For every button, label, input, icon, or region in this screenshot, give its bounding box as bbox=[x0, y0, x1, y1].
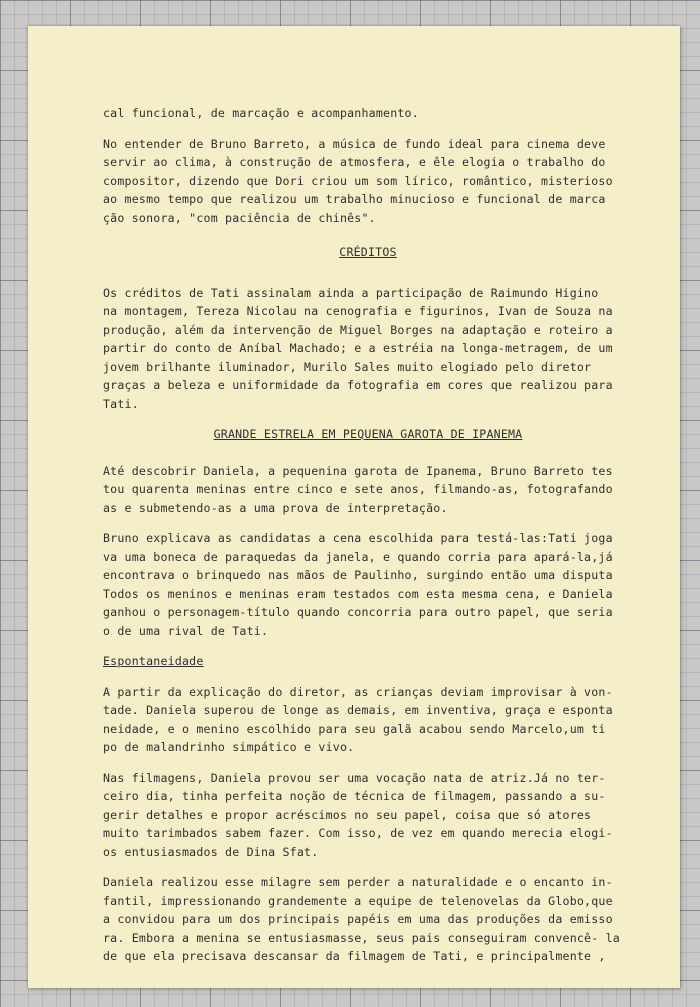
text-line: A partir da explicação do diretor, as crianças deviam improvisar à von- bbox=[103, 684, 613, 699]
text-line: jovem brilhante iluminador, Murilo Sales muito elogiado pelo diretor bbox=[103, 359, 592, 374]
text-line: Os créditos de Tati assinalam ainda a participação de Raimundo Higino bbox=[103, 285, 599, 300]
page-body bbox=[103, 104, 633, 978]
text-line: cal funcional, de marcação e acompanhamento. bbox=[103, 106, 419, 120]
text-line: de que ela precisava descansar da filmagem de Tati, e principalmente , bbox=[103, 949, 606, 963]
text-line: Tati. bbox=[103, 396, 139, 411]
text-line: tade. Daniela superou de longe as demais, em inventiva, graça e esponta bbox=[103, 703, 613, 717]
paragraph-8 bbox=[103, 873, 633, 966]
text-line: va uma boneca de paraquedas da janela, e quando corria para apará-la,já bbox=[103, 549, 613, 564]
text-line: servir ao clima, à construção de atmosfera, e êle elogia o trabalho do bbox=[103, 155, 606, 169]
text-line: gerir detalhes e propor acréscimos no seu papel, coisa que só atores bbox=[103, 807, 592, 822]
text-line: ganhou o personagem-título quando concorria para outro papel, que seria bbox=[103, 605, 613, 619]
paragraph-7 bbox=[103, 769, 633, 862]
heading-grande-estrela: GRANDE ESTRELA EM PEQUENA GAROTA DE IPANEMA bbox=[213, 427, 523, 441]
subheading-espontaneidade: Espontaneidade bbox=[103, 654, 204, 668]
text-line: ra. Embora a menina se entusiasmasse, seus pais conseguiram convencê- la bbox=[103, 930, 620, 945]
heading-creditos: CRÉDITOS bbox=[339, 245, 397, 259]
paragraph-1 bbox=[103, 104, 633, 123]
text-line: a convidou para um dos principais papéis em uma das produções da emisso bbox=[103, 912, 613, 926]
text-line: os entusiasmados de Dina Sfat. bbox=[103, 844, 319, 859]
text-line: tou quarenta meninas entre cinco e sete anos, filmando-as, fotografando bbox=[103, 482, 613, 496]
text-line: neidade, e o menino escolhido para seu galã acabou sendo Marcelo,um ti bbox=[103, 721, 606, 736]
text-line: compositor, dizendo que Dori criou um som lírico, romântico, misterioso bbox=[103, 173, 613, 188]
text-line: Bruno explicava as candidatas a cena escolhida para testá-las:Tati joga bbox=[103, 531, 613, 545]
paragraph-4 bbox=[103, 462, 633, 518]
text-line: ção sonora, "com paciência de chinês". bbox=[103, 210, 376, 225]
text-line: Até descobrir Daniela, a pequenina garota de Ipanema, Bruno Barreto tes bbox=[103, 463, 613, 478]
paragraph-6 bbox=[103, 683, 633, 757]
text-line: Daniela realizou esse milagre sem perder a naturalidade e o encanto in- bbox=[103, 875, 613, 889]
paragraph-5 bbox=[103, 529, 633, 640]
typewritten-page bbox=[28, 26, 680, 988]
text-line: Nas filmagens, Daniela provou ser uma vocação nata de atriz.Já no ter- bbox=[103, 770, 606, 785]
text-line: ao mesmo tempo que realizou um trabalho minucioso e funcional de marca bbox=[103, 192, 606, 206]
text-line: as e submetendo-as a uma prova de interpretação. bbox=[103, 500, 448, 515]
text-line: muito tarimbados sabem fazer. Com isso, de vez em quando merecia elogi- bbox=[103, 826, 613, 840]
text-line: Todos os meninos e meninas eram testados com esta mesma cena, e Daniela bbox=[103, 586, 613, 601]
text-line: o de uma rival de Tati. bbox=[103, 623, 269, 638]
text-line: na montagem, Tereza Nicolau na cenografia e figurinos, Ivan de Souza na bbox=[103, 304, 613, 318]
text-line: No entender de Bruno Barreto, a música de fundo ideal para cinema deve bbox=[103, 136, 606, 151]
text-line: ceiro dia, tinha perfeita noção de técnica de filmagem, passando a su- bbox=[103, 789, 606, 803]
text-line: graças a beleza e uniformidade da fotografia em cores que realizou para bbox=[103, 378, 613, 392]
paragraph-3 bbox=[103, 284, 633, 414]
text-line: po de malandrinho simpático e vivo. bbox=[103, 740, 355, 754]
text-line: encontrava o brinquedo nas mãos de Paulinho, surgindo então uma disputa bbox=[103, 568, 613, 582]
text-line: partir do conto de Aníbal Machado; e a estréia na longa-metragem, de um bbox=[103, 341, 613, 355]
paragraph-2 bbox=[103, 135, 633, 228]
text-line: produção, além da intervenção de Miguel Borges na adaptação e roteiro a bbox=[103, 322, 613, 337]
text-line: fantil, impressionando grandemente a equipe de telenovelas da Globo,que bbox=[103, 893, 613, 908]
